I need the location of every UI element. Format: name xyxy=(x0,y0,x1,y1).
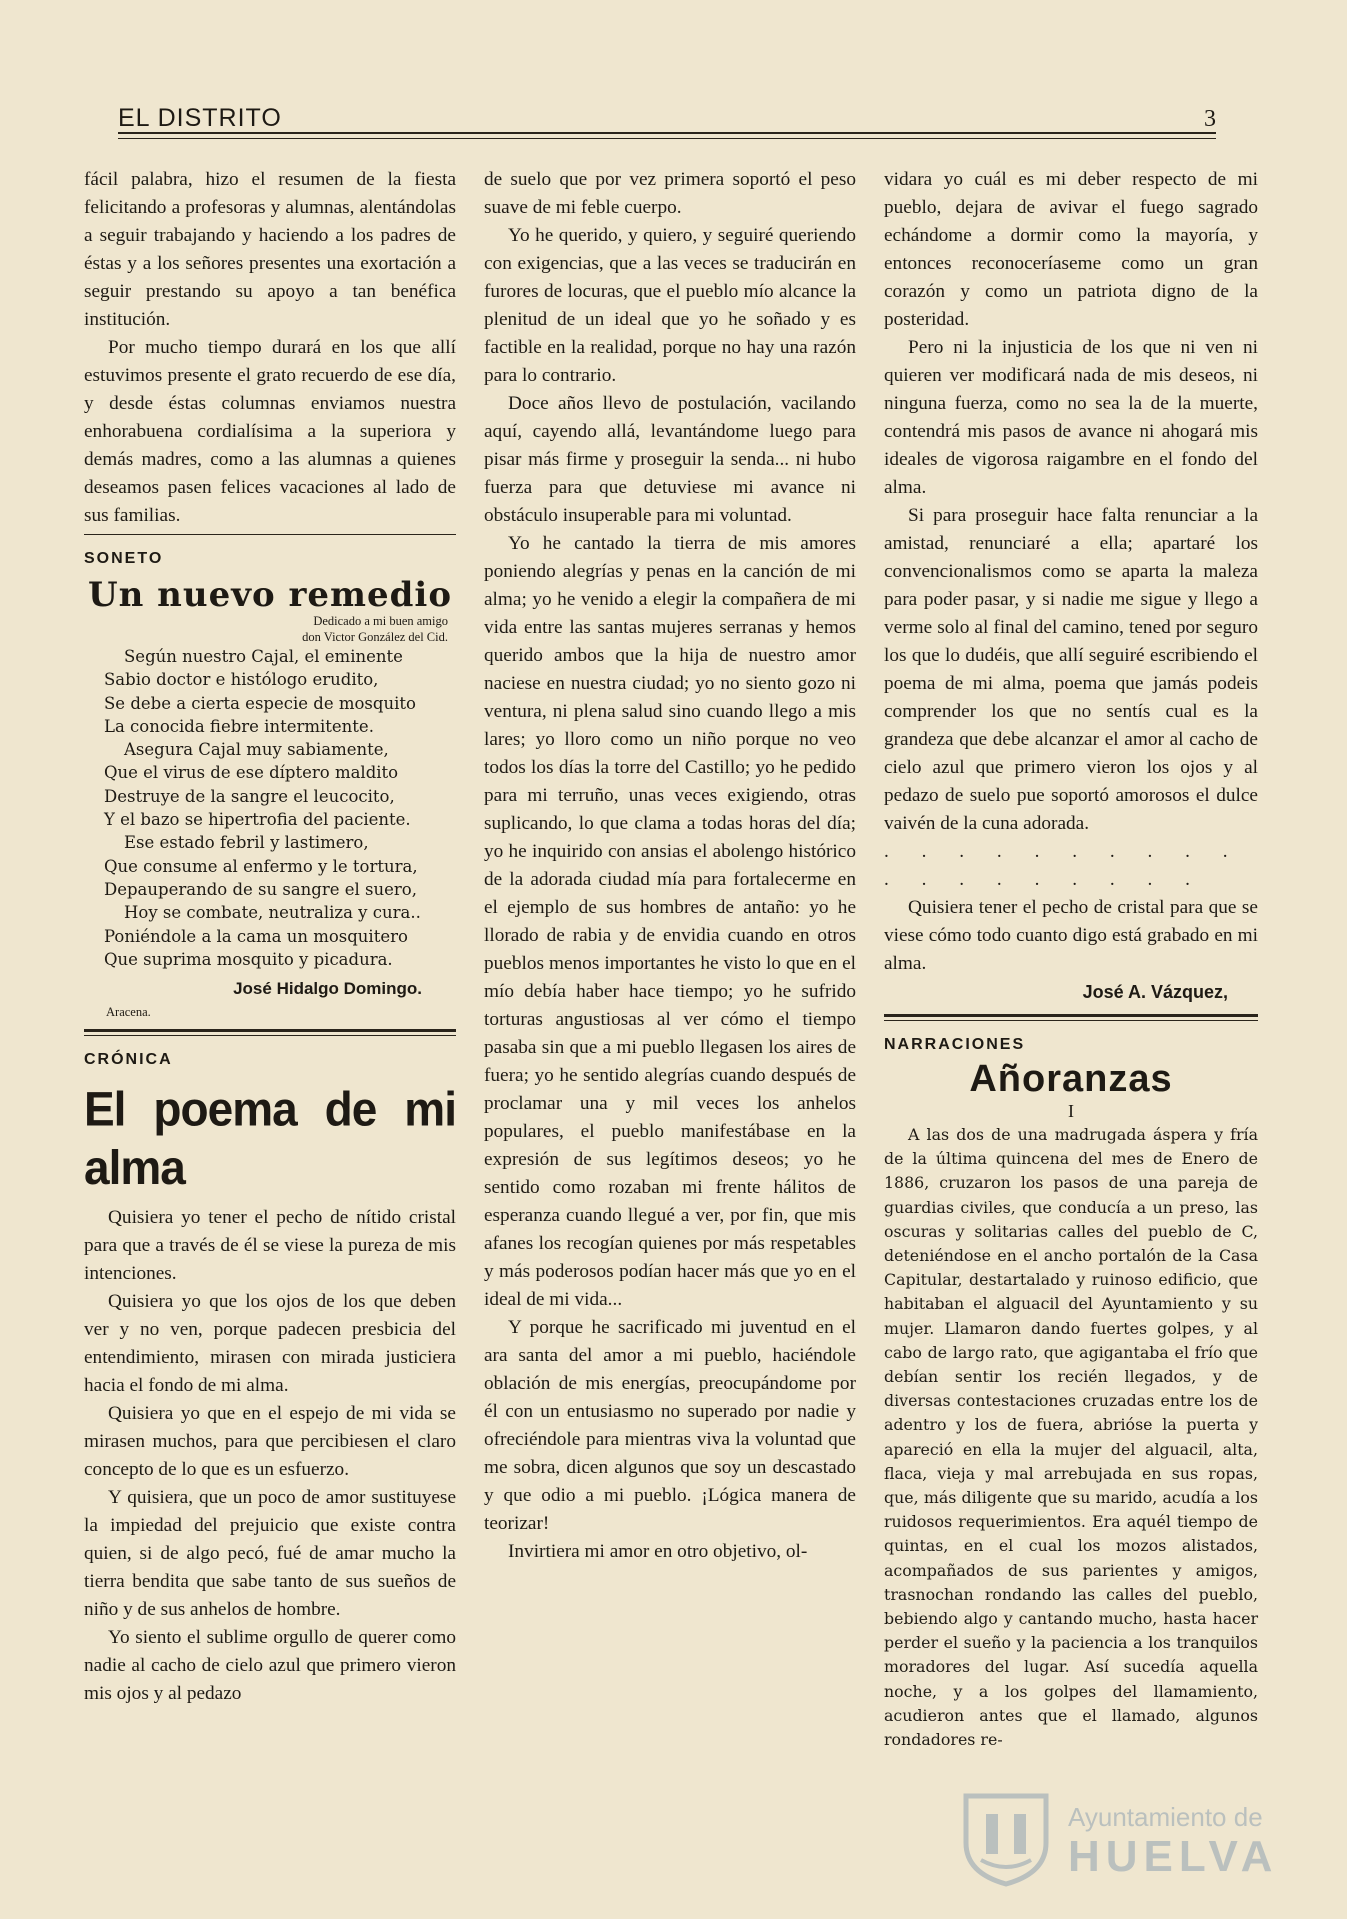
narraciones-title: Añoranzas xyxy=(969,1058,1173,1100)
verse-line: La conocida fiebre intermitente. xyxy=(104,716,374,736)
sonnet-place: Aracena. xyxy=(106,1005,151,1020)
paragraph: Y porque he sacrificado mi juventud en el ara santa del amor a mi pueblo, haciéndole oblación de mis energías, preocupándome por él con un entusiasmo no superado por nadie y ofreciéndole para mientras viva la voluntad que me sobra, dicen algunos que soy un descastado y que odio a mi pueblo. ¡Lógica manera de teorizar! xyxy=(484,1317,856,1534)
paragraph: Quisiera yo que los ojos de los que deben ver y no ven, porque padecen presbicia del entendimiento, mirasen con mirada justiciera hacia el fondo de mi alma. xyxy=(84,1291,456,1397)
paragraph: fácil palabra, hizo el resumen de la fiesta felicitando a profesoras y alumnas, alentándolas a seguir trabajando y haciendo a los padres de éstas y a los señores presentes una exortación a seguir prestando su apoyo a tan benéfica institución. xyxy=(84,169,456,330)
column-3 xyxy=(884,166,1258,1752)
section-label-narraciones: NARRACIONES xyxy=(884,1036,1026,1053)
divider xyxy=(84,534,456,535)
watermark xyxy=(956,1788,1286,1888)
paragraph: Yo he cantado la tierra de mis amores poniendo alegrías y penas en la canción de mi alma; yo he venido a elegir la compañera de mi vida entre las santas mujeres serranas y hemos querido ambos que la hija de nuestro amor naciese en nuestra ciudad; yo no siento gozo ni ventura, ni plena salud sino cuando llego a mis lares; yo lloro como un niño porque no veo todos los días la torre del Castillo; yo he pedido para mi terruño, unas veces exigiendo, otras suplicando, lo que clama a todas horas del día; yo he inquirido con ansias el abolengo histórico de la adorada ciudad mía para fortalecerme en el ejemplo de sus hombres de antaño: yo he llorado de rabia y de envidia cuando en otros pueblos menos importantes he visto lo que en el mío debía haber hace tiempo; yo he sufrido torturas angustiosas al ver cómo el tiempo pasaba sin que a mi pueblo llegasen los aires de fuera; yo he sentido alegrías cuando después de proclamar una y mil veces los anhelos populares, el pueblo manifestábase en la expresión de sus legítimos deseos; yo he sentido como rozaban mi frente hálitos de esperanza cuando llegué a ver, por fin, que mis afanes los recogían quienes por más respetables y más poderosos podían hacer más que yo en el ideal de mi vida... xyxy=(484,533,856,1310)
paragraph: Quisiera yo que en el espejo de mi vida se mirasen muchos, para que percibiesen el claro concepto de lo que es un esfuerzo. xyxy=(84,1403,456,1481)
verse-line: Asegura Cajal muy sabiamente, xyxy=(124,740,389,760)
paragraph: Doce años llevo de postulación, vacilando aquí, cayendo allá, levantándome luego para pisar más firme y proseguir la senda... ni hubo fuerza para que detuviese mi avance ni obstáculo insuperable para mi voluntad. xyxy=(484,393,856,526)
verse-line: Hoy se combate, neutraliza y cura.. xyxy=(124,903,421,923)
verse-line: Sabio doctor e histólogo erudito, xyxy=(104,670,379,690)
verse-line: Que consume al enfermo y le tortura, xyxy=(104,856,418,876)
divider xyxy=(84,1029,456,1036)
cronica-author: José A. Vázquez, xyxy=(1082,982,1228,1002)
watermark-line2: HUELVA xyxy=(1068,1832,1279,1881)
watermark-line1: Ayuntamiento de xyxy=(1068,1802,1263,1832)
verse-line: Destruye de la sangre el leucocito, xyxy=(104,786,395,806)
paragraph: Quisiera yo tener el pecho de nítido cristal para que a través de él se viese la pureza de mis intenciones. xyxy=(84,1207,456,1285)
paragraph: Yo he querido, y quiero, y seguiré queriendo con exigencias, que a las veces se traducirán en furores de locuras, que el pueblo mío alcance la plenitud de un ideal que yo he soñado y es factible en la realidad, porque no hay una razón para lo contrario. xyxy=(484,225,856,386)
sonnet-title: Un nuevo remedio xyxy=(87,575,453,615)
paragraph: Y quisiera, que un poco de amor sustituyese la impiedad del prejuicio que existe contra quien, si de algo pecó, fué de amar mucho la tierra bendita que sabe tanto de sus sueños de niño y de sus anhelos de hombre. xyxy=(84,1487,456,1621)
newspaper-title: EL DISTRITO xyxy=(118,104,282,132)
verse-line: Y el bazo se hipertrofia del paciente. xyxy=(104,810,411,830)
verse-line: Depauperando de su sangre el suero, xyxy=(104,879,417,899)
dedication: don Victor González del Cid. xyxy=(302,630,448,644)
verse-line: Que suprima mosquito y picadura. xyxy=(104,949,393,969)
verse-line: Se debe a cierta especie de mosquito xyxy=(104,693,416,713)
chapter-numeral: I xyxy=(1068,1101,1074,1121)
header-rule xyxy=(118,132,1216,139)
sonnet-verses xyxy=(104,645,456,971)
sonnet-author: José Hidalgo Domingo. xyxy=(233,979,422,999)
paragraph: vidara yo cuál es mi deber respecto de mi pueblo, dejara de avivar el fuego sagrado echándome a dormir como la mayoría, y entonces reconoceríaseme como un gran corazón y como un patriota digno de la posteridad. xyxy=(884,169,1258,330)
paragraph: de suelo que por vez primera soportó el peso suave de mi feble cuerpo. xyxy=(484,169,856,218)
verse-line: Poniéndole a la cama un mosquitero xyxy=(104,926,408,946)
paragraph: Pero ni la injusticia de los que ni ven ni quieren ver modificará nada de mis deseos, ni ninguna fuerza, como no sea la de la muerte, contendrá mis pasos de avance ni ahogará mis ideales de vigorosa raigambre en el fondo del alma. xyxy=(884,337,1258,498)
dedication: Dedicado a mi buen amigo xyxy=(313,614,448,628)
verse-line: Según nuestro Cajal, el eminente xyxy=(124,647,403,666)
section-label-cronica: CRÓNICA xyxy=(84,1051,173,1069)
column-1 xyxy=(84,166,456,1708)
paragraph: Por mucho tiempo durará en los que allí estuvimos presente el grato recuerdo de ese día, y desde éstas columnas enviamos nuestra enhorabuena cordialísima a la superiora y demás madres, como a las alumnas a quienes deseamos pasen felices vacaciones al lado de sus familias. xyxy=(84,337,456,526)
section-label-soneto: SONETO xyxy=(84,550,164,567)
paragraph: Si para proseguir hace falta renunciar a la amistad, renunciaré a ella; apartaré los convencionalismos como se aparta la maleza para poder pasar, y si nadie me sigue y llego a verme solo al final del camino, tened por seguro los que lo dudéis, que allí seguiré escribiendo el poema de mi alma, poema que jamás podeis comprender los que no sentís cual es la grandeza que debe alcanzar el amor al cacho de cielo azul que primero vieron los ojos y al pedazo de suelo pue soportó amorosos el dulce vaivén de la cuna adorada. xyxy=(884,505,1258,834)
column-2 xyxy=(484,166,856,1566)
paragraph: Invirtiera mi amor en otro objetivo, ol- xyxy=(508,1541,808,1562)
paragraph: Quisiera tener el pecho de cristal para que se viese cómo todo cuanto digo está grabado en mi alma. xyxy=(884,897,1258,974)
paragraph: A las dos de una madrugada áspera y fría de la última quincena del mes de Enero de 1886, cruzaron los pasos de una pareja de guardias civiles, que conducía a un preso, las oscuras y solitarias calles del pueblo de C, deteniéndose en el ancho portalón de la Casa Capitular, destartalado y ruinoso edificio, que habitaban el alguacil del Ayuntamiento y su mujer. Llamaron dando fuertes golpes, y al cabo de largo rato, que agigantaba el frío que debían sentir los recién llegados, y de diversas contestaciones cruzadas entre los de adentro y los de fuera, abrióse la puerta y apareció en ella la mujer del alguacil, alta, flaca, vieja y mal arrebujada en sus ropas, que, más diligente que su marido, acudía a los ruidosos requerimientos. Era aquél tiempo de quintas, en el cual los mozos alistados, acompañados de sus parientes y amigos, trasnochan rondando las calles del pueblo, bebiendo algo y cantando mucho, hasta hacer perder el sueño y la paciencia a los tranquilos moradores del lugar. Así sucedía aquella noche, y a los golpes del llamamiento, acudieron antes que el llamado, algunos rondadores re- xyxy=(884,1125,1258,1750)
divider xyxy=(884,1014,1258,1021)
ellipsis-row: . . . . . . . . . . . . . . . . . . . xyxy=(884,841,1242,890)
shield-icon xyxy=(956,1788,1056,1888)
page-header xyxy=(118,104,1216,134)
page-number: 3 xyxy=(1204,106,1216,132)
verse-line: Que el virus de ese díptero maldito xyxy=(104,763,399,783)
cronica-title: El poema de mi alma xyxy=(84,1081,456,1195)
verse-line: Ese estado febril y lastimero, xyxy=(124,833,369,853)
paragraph: Yo siento el sublime orgullo de querer como nadie al cacho de cielo azul que primero vieron mis ojos y al pedazo xyxy=(84,1627,456,1705)
